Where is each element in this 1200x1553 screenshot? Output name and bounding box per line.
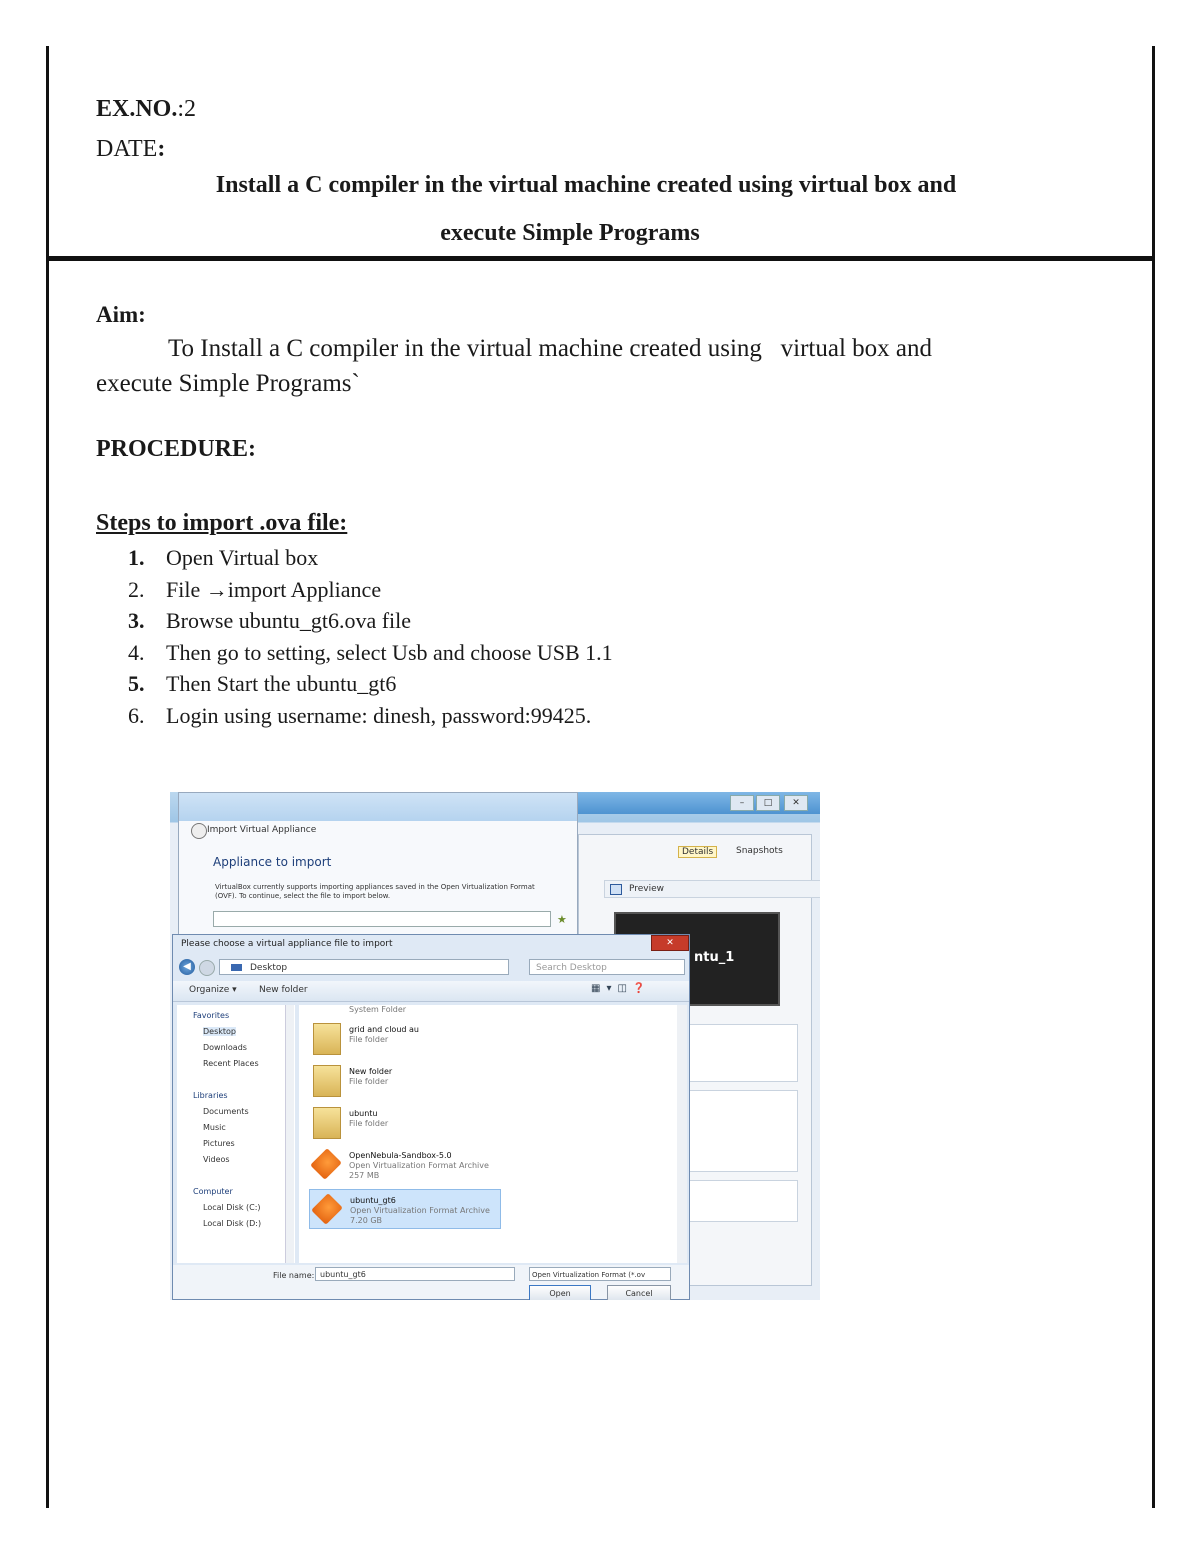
new-folder-button[interactable]: New folder: [259, 985, 308, 995]
step-text: File →import Appliance: [166, 576, 382, 602]
snapshots-button[interactable]: Snapshots: [736, 846, 783, 856]
step-item: [96, 668, 613, 700]
file-name: System Folder: [349, 1005, 407, 1014]
step-number: 1.: [128, 545, 145, 570]
step-number: 5.: [128, 671, 145, 696]
virtualbox-title-bar: [570, 792, 820, 814]
nav-item-downloads[interactable]: Downloads: [203, 1043, 247, 1052]
step-text: Open Virtual box: [166, 545, 319, 570]
file-list-scrollbar[interactable]: [677, 1005, 687, 1263]
file-name: New folder: [349, 1067, 393, 1076]
nav-item-pictures[interactable]: Pictures: [203, 1139, 235, 1148]
nav-item-recent-places[interactable]: Recent Places: [203, 1059, 259, 1068]
vm-preview-name: ntu_1: [694, 950, 735, 965]
folder-icon: [313, 1065, 341, 1097]
folder-icon: [313, 1023, 341, 1055]
maximize-button[interactable]: □: [756, 795, 780, 811]
cancel-button[interactable]: Cancel: [607, 1285, 671, 1300]
ova-file-icon: [310, 1148, 342, 1180]
file-name: ubuntu_gt6: [350, 1196, 396, 1205]
back-arrow-icon[interactable]: ◀: [179, 959, 195, 975]
nav-item-computer[interactable]: Computer: [193, 1187, 233, 1196]
aim-text-line-2: execute Simple Programs`: [96, 370, 360, 397]
file-name-input[interactable]: ubuntu_gt6: [315, 1267, 515, 1281]
step-text: Then Start the ubuntu_gt6: [166, 671, 397, 696]
list-item[interactable]: [309, 1103, 499, 1141]
search-input[interactable]: Search Desktop: [529, 959, 685, 975]
import-dialog-heading: Appliance to import: [213, 855, 332, 869]
open-button[interactable]: Open: [529, 1285, 591, 1300]
import-dialog-title-bar: [179, 793, 577, 821]
file-open-dialog: [172, 934, 690, 1300]
details-button[interactable]: Details: [678, 846, 717, 858]
title-line-2: execute Simple Programs: [440, 220, 700, 246]
folder-open-icon[interactable]: ★: [557, 913, 567, 926]
organize-menu[interactable]: Organize ▾: [189, 985, 237, 995]
import-screenshot: [170, 792, 820, 1300]
aim-text-line-1: To Install a C compiler in the virtual machine created using virtual box and: [168, 335, 933, 362]
file-dialog-close-button[interactable]: ✕: [651, 935, 689, 951]
page-border-left: [46, 46, 49, 1508]
list-item[interactable]: [309, 1145, 499, 1183]
nav-item-libraries[interactable]: Libraries: [193, 1091, 228, 1100]
step-item: [96, 542, 613, 574]
header-rule: [46, 256, 1155, 261]
file-name: grid and cloud au: [349, 1025, 419, 1034]
close-button[interactable]: ✕: [784, 795, 808, 811]
exercise-number: EX.NO.:2: [96, 96, 197, 122]
file-type-filter[interactable]: Open Virtualization Format (*.ov: [529, 1267, 671, 1281]
nav-item-documents[interactable]: Documents: [203, 1107, 249, 1116]
file-name: ubuntu: [349, 1109, 378, 1118]
ova-file-icon: [311, 1193, 343, 1225]
file-type: Open Virtualization Format Archive: [349, 1161, 489, 1170]
step-item: [96, 637, 613, 669]
step-number: 6.: [128, 702, 145, 728]
step-number: 4.: [128, 639, 145, 665]
step-text: Then go to setting, select Usb and choose USB 1.1: [166, 639, 613, 665]
address-bar[interactable]: Desktop: [219, 959, 509, 975]
nav-item-favorites[interactable]: Favorites: [193, 1011, 230, 1020]
nav-item-videos[interactable]: Videos: [203, 1155, 230, 1164]
view-options-icons[interactable]: ▦▾◫❓: [591, 983, 652, 994]
page-border-right: [1152, 46, 1155, 1508]
folder-icon: [313, 1107, 341, 1139]
file-name-label: File name:: [273, 1271, 315, 1280]
appliance-path-input[interactable]: [213, 911, 551, 927]
list-item[interactable]: [309, 1061, 499, 1099]
navigation-pane: [177, 1005, 295, 1263]
desktop-icon: [231, 964, 242, 971]
step-item: [96, 574, 613, 606]
file-type: File folder: [349, 1119, 389, 1128]
monitor-icon: [610, 884, 622, 895]
nav-item-local-disk-c[interactable]: Local Disk (C:): [203, 1203, 261, 1212]
navigation-scrollbar[interactable]: [285, 1005, 294, 1263]
aim-heading: Aim:: [96, 302, 146, 327]
import-dialog-title: Import Virtual Appliance: [207, 825, 317, 835]
back-arrow-icon[interactable]: [191, 823, 207, 839]
steps-list: [96, 542, 613, 731]
step-item: [96, 605, 613, 637]
nav-item-desktop[interactable]: Desktop: [203, 1027, 236, 1036]
file-size: 7.20 GB: [350, 1216, 383, 1225]
file-name: OpenNebula-Sandbox-5.0: [349, 1151, 452, 1160]
step-text: Browse ubuntu_gt6.ova file: [166, 608, 412, 633]
step-item: [96, 700, 613, 732]
date-line: DATE:: [96, 136, 166, 162]
file-size: 257 MB: [349, 1171, 380, 1180]
step-number: 2.: [128, 576, 145, 602]
forward-arrow-icon[interactable]: [199, 960, 215, 976]
list-item[interactable]: [309, 979, 499, 1017]
file-list: [299, 1005, 679, 1263]
preview-header: Preview: [604, 880, 820, 898]
list-item-selected[interactable]: [309, 1189, 501, 1229]
list-item[interactable]: [309, 1019, 499, 1057]
step-number: 3.: [128, 608, 145, 633]
import-dialog-description: VirtualBox currently supports importing appliances saved in the Open Virtualization Format (OVF). To continue, select the file to import below.: [215, 883, 535, 900]
nav-item-local-disk-d[interactable]: Local Disk (D:): [203, 1219, 262, 1228]
procedure-heading: PROCEDURE:: [96, 436, 256, 462]
nav-item-music[interactable]: Music: [203, 1123, 226, 1132]
file-type: File folder: [349, 1077, 389, 1086]
step-text: Login using username: dinesh, password:99425.: [166, 702, 592, 728]
file-type: Open Virtualization Format Archive: [350, 1206, 490, 1215]
steps-heading: Steps to import .ova file:: [96, 510, 348, 536]
title-line-1: Install a C compiler in the virtual machine created using virtual box and: [215, 172, 957, 198]
import-appliance-dialog: [178, 792, 578, 939]
minimize-button[interactable]: –: [730, 795, 754, 811]
file-type: File folder: [349, 1035, 389, 1044]
file-dialog-title: Please choose a virtual appliance file to import: [181, 939, 393, 949]
